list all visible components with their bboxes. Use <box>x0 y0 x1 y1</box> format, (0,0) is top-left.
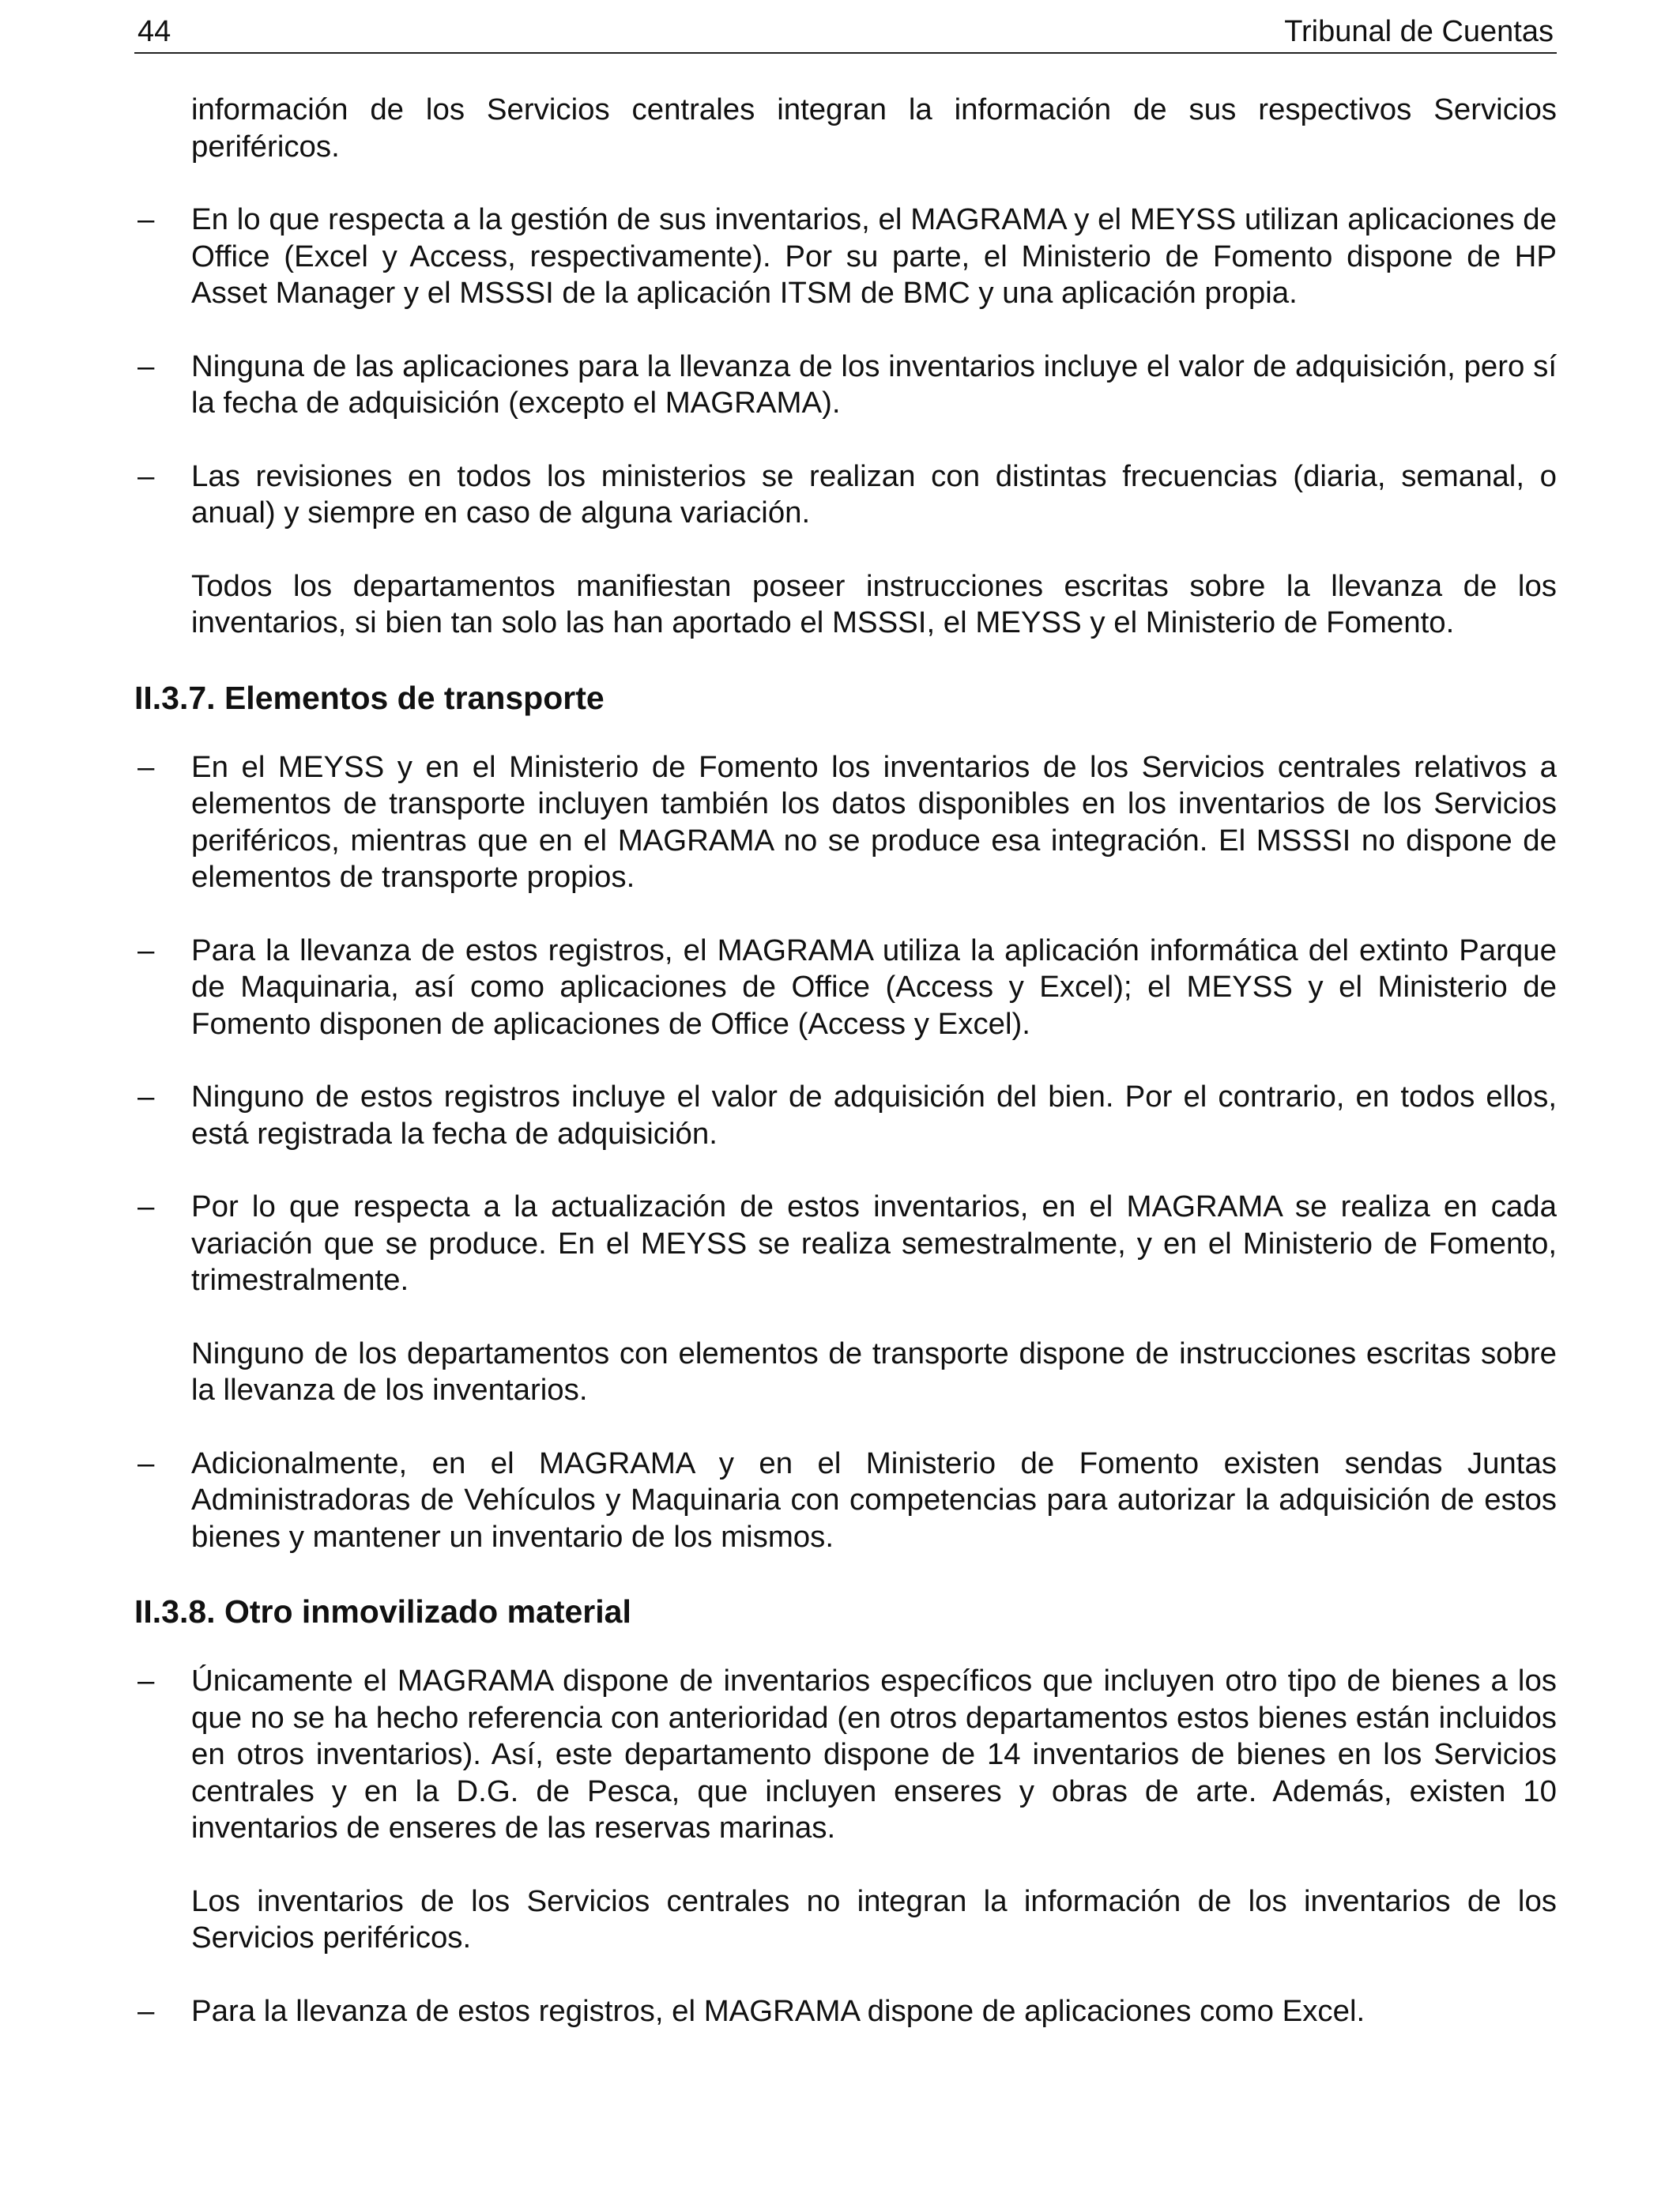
section-heading: II.3.7. Elementos de transporte <box>134 679 605 716</box>
list-item <box>134 1993 1557 2030</box>
paragraph: información de los Servicios centrales integran la información de sus respectivos Servicios periféricos. <box>191 92 1557 164</box>
dash-bullet: – <box>137 749 155 784</box>
dash-bullet: – <box>137 1189 155 1223</box>
paragraph: Todos los departamentos manifiestan poseer instrucciones escritas sobre la llevanza de los inventarios, si bien tan solo las han aportado el MSSSI, el MEYSS y el Ministerio de Fomento. <box>191 568 1557 639</box>
list-item-text: Adicionalmente, en el MAGRAMA y en el Ministerio de Fomento existen sendas Juntas Administradoras de Vehículos y Maquinaria con competencias para autorizar la adquisición de estos bienes y mantener un inventario de los mismos. <box>191 1446 1557 1554</box>
list-item <box>134 1079 1557 1152</box>
running-title: Tribunal de Cuentas <box>1284 15 1554 48</box>
page-header <box>134 11 1557 54</box>
list-item-text: Ninguno de estos registros incluye el valor de adquisición del bien. Por el contrario, en todos ellos, está registrada la fecha de adquisición. <box>191 1080 1557 1151</box>
list-item-text: En el MEYSS y en el Ministerio de Fomento los inventarios de los Servicios centrales relativos a elementos de transporte incluyen también los datos disponibles en los inventarios de los Servicios periféricos, mientras que en el MAGRAMA no se produce esa integración. El MSSSI no dispone de elementos de transporte propios. <box>191 749 1557 894</box>
list-item <box>134 1189 1557 1299</box>
dash-bullet: – <box>137 349 155 383</box>
list-item-text: Para la llevanza de estos registros, el MAGRAMA dispone de aplicaciones como Excel. <box>191 1993 1365 2028</box>
list-item <box>134 749 1557 896</box>
dash-bullet: – <box>137 1446 155 1480</box>
list-item-text: Únicamente el MAGRAMA dispone de inventarios específicos que incluyen otro tipo de bienes a los que no se ha hecho referencia con anterioridad (en otros departamentos estos bienes están incluidos en otros inventarios). Así, este departamento dispone de 14 inventarios de bienes en los Servicios centrales y en la D.G. de Pesca, que incluyen enseres y obras de arte. Además, existen 10 inventarios de enseres de las reservas marinas. <box>191 1664 1557 1845</box>
list-item-text: Las revisiones en todos los ministerios se realizan con distintas frecuencias (diaria, semanal, o anual) y siempre en caso de alguna variación. <box>191 458 1557 530</box>
paragraph: Ninguno de los departamentos con elementos de transporte dispone de instrucciones escritas sobre la llevanza de los inventarios. <box>191 1336 1557 1407</box>
dash-bullet: – <box>137 1664 155 1698</box>
list-item-text: Para la llevanza de estos registros, el MAGRAMA utiliza la aplicación informática del extinto Parque de Maquinaria, así como aplicaciones de Office (Access y Excel); el MEYSS y el Ministerio de Fomento disponen de aplicaciones de Office (Access y Excel). <box>191 933 1557 1041</box>
dash-bullet: – <box>137 1080 155 1114</box>
dash-bullet: – <box>137 933 155 967</box>
page-number: 44 <box>137 15 171 48</box>
list-item <box>134 1446 1557 1556</box>
list-item <box>134 1663 1557 1847</box>
list-item-text: Por lo que respecta a la actualización de estos inventarios, en el MAGRAMA se realiza en cada variación que se produce. En el MEYSS se realiza semestralmente, y en el Ministerio de Fomento, trimestralmente. <box>191 1189 1557 1297</box>
section-heading: II.3.8. Otro inmovilizado material <box>134 1593 631 1630</box>
dash-bullet: – <box>137 202 155 236</box>
document-body <box>134 92 1557 2066</box>
dash-bullet: – <box>137 458 155 493</box>
list-item-text: En lo que respecta a la gestión de sus inventarios, el MAGRAMA y el MEYSS utilizan aplicaciones de Office (Excel y Access, respectivamente). Por su parte, el Ministerio de Fomento dispone de HP Asset Manager y el MSSSI de la aplicación ITSM de BMC y una aplicación propia. <box>191 202 1557 310</box>
list-item <box>134 202 1557 312</box>
list-item-text: Ninguna de las aplicaciones para la llevanza de los inventarios incluye el valor de adquisición, pero sí la fecha de adquisición (excepto el MAGRAMA). <box>191 349 1557 420</box>
paragraph: Los inventarios de los Servicios centrales no integran la información de los inventarios de los Servicios periféricos. <box>191 1883 1557 1955</box>
dash-bullet: – <box>137 1993 155 2028</box>
list-item <box>134 458 1557 532</box>
list-item <box>134 933 1557 1043</box>
list-item <box>134 349 1557 422</box>
